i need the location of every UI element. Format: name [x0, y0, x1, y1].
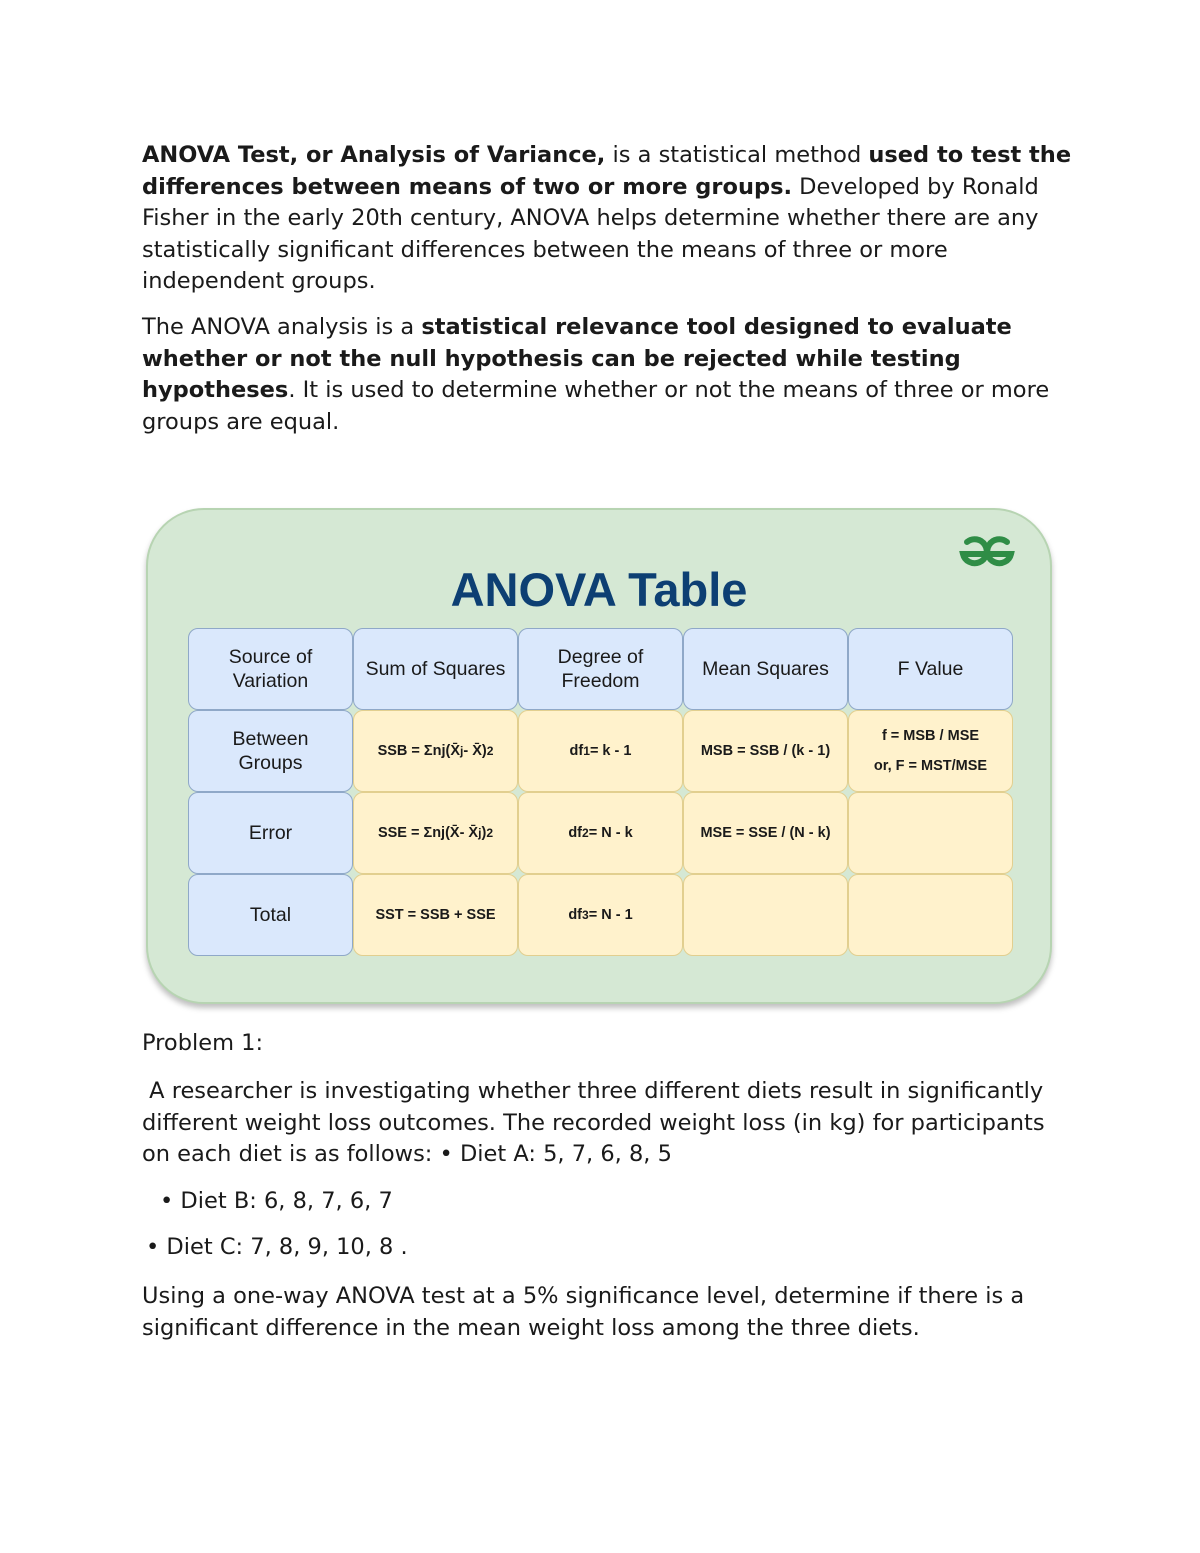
f-value-line1: f = MSB / MSE	[881, 728, 980, 744]
df2-sub: 2	[582, 826, 589, 840]
df3-main: df	[568, 907, 583, 923]
df1-formula	[518, 710, 683, 792]
df2-main: df	[568, 825, 583, 841]
df3-sub: 3	[582, 908, 589, 922]
ssb-formula-tail: - X̄)	[463, 743, 487, 759]
anova-table-grid	[188, 628, 1013, 956]
problem-question: Using a one-way ANOVA test at a 5% significance level, determine if there is a significant difference in the mean weight loss among the three diets.	[142, 1283, 1025, 1341]
relevance-text-end: . It is used to determine whether or not the means of three or more groups are equal.	[142, 377, 1050, 435]
row-label-between-groups: Between Groups	[188, 710, 353, 792]
diet-b-data: • Diet B: 6, 8, 7, 6, 7	[160, 1188, 393, 1214]
mse-formula: MSE = SSE / (N - k)	[683, 792, 848, 874]
problem-text: A researcher is investigating whether three different diets result in significantly different weight loss outcomes. The recorded weight loss (in kg) for participants on each diet is as follows: • Diet A: 5, 7, 6, 8, 5	[142, 1078, 1052, 1167]
sse-formula-sup: 2	[486, 826, 494, 840]
sse-formula-sub: j	[478, 826, 482, 840]
intro-text: is a statistical method	[605, 142, 869, 168]
df2-tail: = N - k	[588, 825, 633, 841]
header-f-value: F Value	[848, 628, 1013, 710]
relevance-paragraph	[142, 312, 1072, 438]
diet-c-data: • Diet C: 7, 8, 9, 10, 8 .	[146, 1234, 408, 1260]
ssb-formula-sup: 2	[486, 744, 494, 758]
df3-tail: = N - 1	[588, 907, 633, 923]
header-degree-of-freedom: Degree of Freedom	[518, 628, 683, 710]
problem-label: Problem 1:	[142, 1030, 264, 1056]
df2-formula	[518, 792, 683, 874]
intro-bold-purpose: used to test the differences between means of two or more groups.	[142, 142, 1072, 200]
anova-table-title: ANOVA Table	[450, 563, 748, 616]
header-source: Source of Variation	[188, 628, 353, 710]
anova-table-figure	[146, 508, 1052, 1004]
ssb-formula	[353, 710, 518, 792]
header-mean-squares: Mean Squares	[683, 628, 848, 710]
f-value-line2: or, F = MST/MSE	[873, 758, 988, 774]
ssb-formula-main: SSB = Σnj(X̄	[377, 743, 460, 759]
row-label-error: Error	[188, 792, 353, 874]
intro-text-history: Developed by Ronald Fisher in the early 20th century, ANOVA helps determine whether there are any statistically significant differences between the means of three or more independent groups.	[142, 173, 1039, 294]
sse-formula	[353, 792, 518, 874]
sse-formula-tail: )	[481, 825, 487, 841]
ssb-formula-sub: j	[460, 744, 464, 758]
intro-paragraph	[142, 140, 1072, 298]
f-value-formula	[848, 710, 1013, 792]
row-label-total: Total	[188, 874, 353, 956]
df1-main: df	[569, 743, 584, 759]
relevance-text: The ANOVA analysis is a	[142, 314, 422, 340]
msb-formula: MSB = SSB / (k - 1)	[683, 710, 848, 792]
empty-cell	[848, 874, 1013, 956]
header-sum-of-squares: Sum of Squares	[353, 628, 518, 710]
df1-sub: 1	[583, 744, 590, 758]
sst-formula: SST = SSB + SSE	[353, 874, 518, 956]
df3-formula	[518, 874, 683, 956]
intro-bold-term: ANOVA Test, or Analysis of Variance,	[142, 142, 606, 168]
relevance-bold: statistical relevance tool designed to evaluate whether or not the null hypothesis can be rejected while testing hypotheses	[142, 314, 1012, 403]
sse-formula-main: SSE = Σnj(X̄- X̄	[377, 825, 479, 841]
empty-cell	[848, 792, 1013, 874]
empty-cell	[683, 874, 848, 956]
df1-tail: = k - 1	[589, 743, 632, 759]
